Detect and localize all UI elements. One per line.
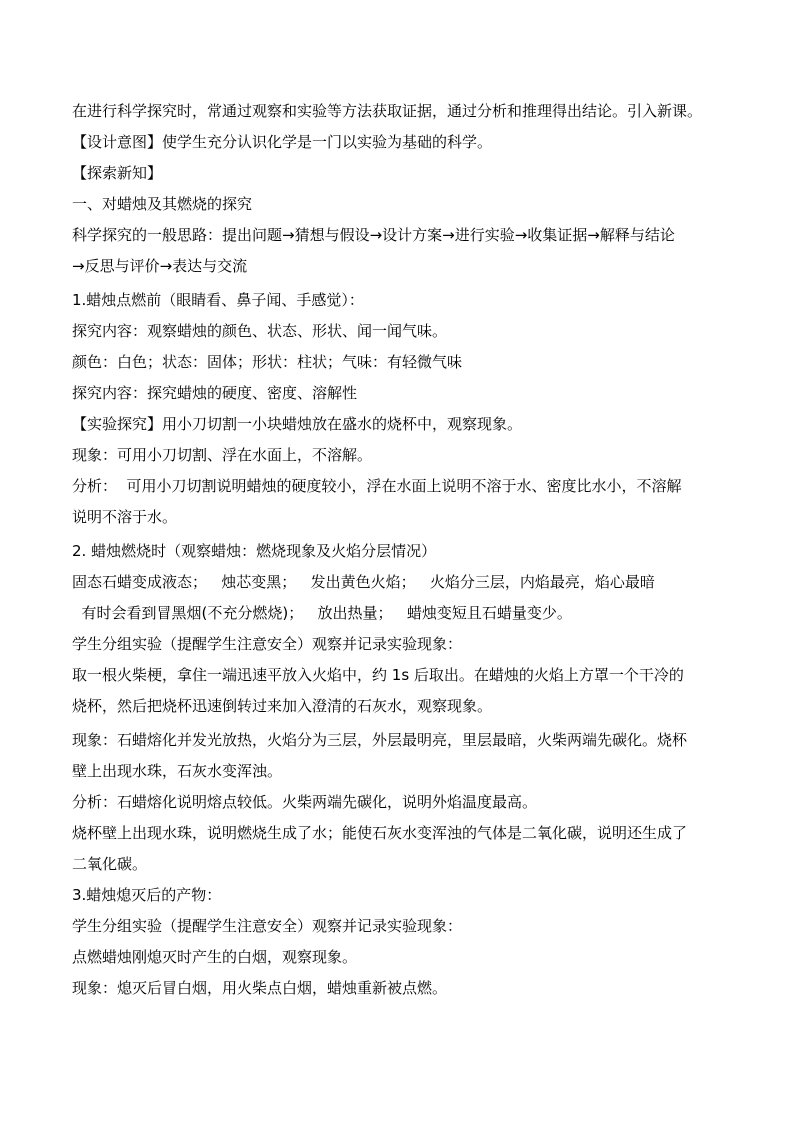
section-heading-candle: 一、对蜡烛及其燃烧的探究 [72,195,253,213]
phenomenon-line: 现象：可用小刀切割、浮在水面上，不溶解。 [72,446,373,464]
experiment-line: 【实验探究】用小刀切割一小块蜡烛放在盛水的烧杯中，观察现象。 [72,415,523,433]
phenomenon-line-cont: 壁上出现水珠，石灰水变浑浊。 [72,762,283,780]
procedure-line: 取一根火柴梗，拿住一端迅速平放入火焰中，约 1s 后取出。在蜡烛的火焰上方罩一个干冷的 [72,666,684,684]
inquiry-steps-line: 科学探究的一般思路：提出问题→猜想与假设→设计方案→进行实验→收集证据→解释与结论 [72,226,675,244]
observation-line: 固态石蜡变成液态； 烛芯变黑； 发出黄色火焰； 火焰分三层，内焰最亮，焰心最暗 [72,573,655,591]
group-experiment-line: 学生分组实验（提醒学生注意安全）观察并记录实验现象： [72,635,463,653]
procedure-line-cont: 烧杯，然后把烧杯迅速倒转过来加入澄清的石灰水，观察现象。 [72,697,493,715]
group-experiment-line: 学生分组实验（提醒学生注意安全）观察并记录实验现象： [72,917,463,935]
subheading-during-burning: 2. 蜡烛燃烧时（观察蜡烛：燃烧现象及火焰分层情况） [72,542,437,560]
subheading-before-lighting: 1.蜡烛点燃前（眼睛看、鼻子闻、手感觉）： [72,291,364,309]
content-line: 探究内容：观察蜡烛的颜色、状态、形状、闻一闻气味。 [72,322,448,340]
intro-paragraph-line: 在进行科学探究时，常通过观察和实验等方法获取证据，通过分析和推理得出结论。引入新课。 [72,102,703,120]
content-line: 颜色：白色；状态：固体；形状：柱状；气味：有轻微气味 [72,353,463,371]
analysis-line-cont: 说明不溶于水。 [72,508,178,526]
design-intent-line: 【设计意图】使学生充分认识化学是一门以实验为基础的科学。 [72,133,493,151]
section-heading-explore: 【探索新知】 [72,164,163,182]
analysis-line: 分析： 可用小刀切割说明蜡烛的硬度较小，浮在水面上说明不溶于水、密度比水小，不溶解 [72,477,682,495]
phenomenon-line: 现象：熄灭后冒白烟，用火柴点白烟，蜡烛重新被点燃。 [72,979,448,997]
analysis-line-end: 二氧化碳。 [72,855,148,873]
subheading-after-extinguish: 3.蜡烛熄灭后的产物： [72,886,222,904]
procedure-line: 点燃蜡烛刚熄灭时产生的白烟，观察现象。 [72,948,358,966]
content-line: 探究内容：探究蜡烛的硬度、密度、溶解性 [72,384,358,402]
observation-line-cont: 有时会看到冒黑烟(不充分燃烧)； 放出热量； 蜡烛变短且石蜡量变少。 [72,604,572,622]
analysis-line-cont: 烧杯壁上出现水珠，说明燃烧生成了水；能使石灰水变浑浊的气体是二氧化碳，说明还生成了 [72,824,688,842]
inquiry-steps-line-cont: →反思与评价→表达与交流 [72,257,248,275]
phenomenon-line: 现象：石蜡熔化并发光放热，火焰分为三层，外层最明亮，里层最暗，火柴两端先碳化。烧杯 [72,731,688,749]
analysis-line: 分析：石蜡熔化说明熔点较低。火柴两端先碳化，说明外焰温度最高。 [72,793,538,811]
